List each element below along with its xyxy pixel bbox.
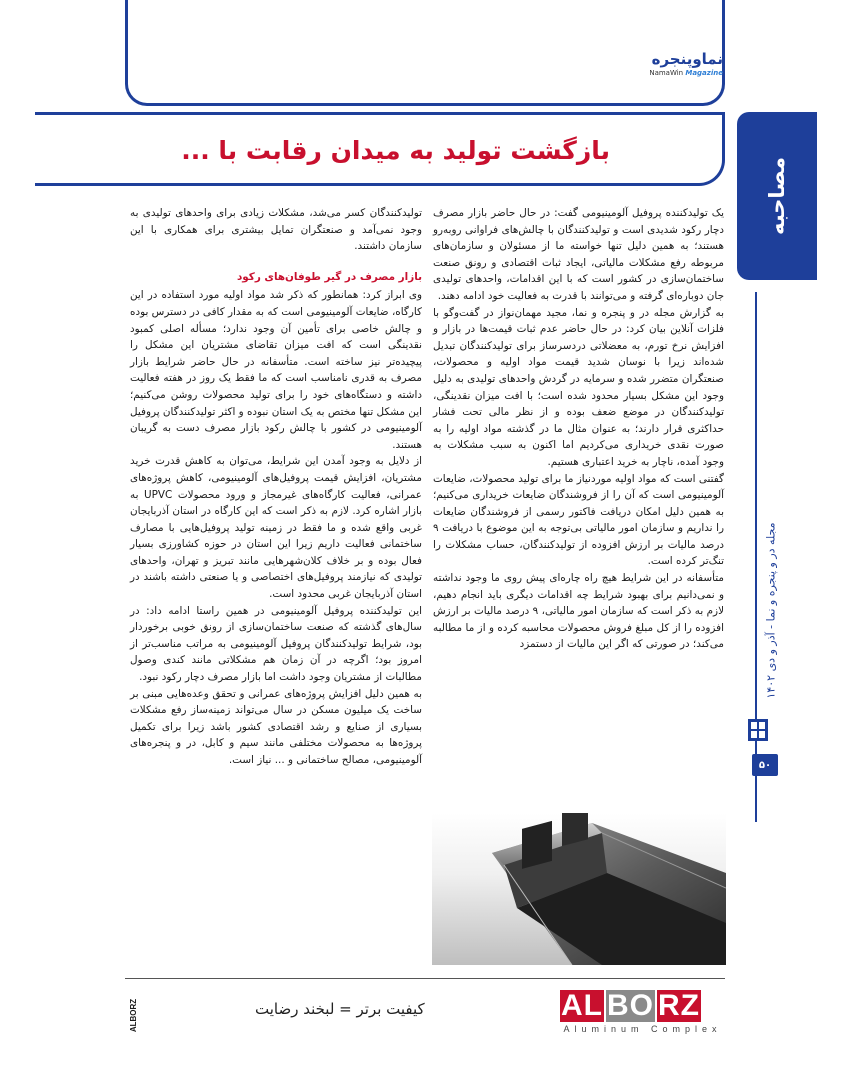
section-label: مصاحبه xyxy=(765,156,789,236)
section-tab-label xyxy=(737,112,817,280)
article-title: بازگشت تولید به میدان رقابت با ... xyxy=(181,136,610,165)
paragraph: به همین دلیل افزایش پروژه‌های عمرانی و تحقق وعده‌هایی مبنی بر ساخت یک میلیون مسکن در سال می‌تواند زمینه‌ساز رفع مشکلات بسیاری از صنایع و رشد اقتصادی کشور باشد زیرا برای تکمیل پروژه‌ها به محصولات مختلفی مانند سیم و کابل، در و پنجره‌های آلومینیومی، مصالح ساختمانی و ... نیاز است. xyxy=(130,687,422,766)
footer-rule xyxy=(125,978,725,979)
window-icon xyxy=(746,716,770,744)
paragraph: به گزارش مجله در و پنجره و نما، مجید مهمان‌نواز در گفت‌وگو با فلزات آنلاین بیان کرد: در حال حاضر عدم ثبات قیمت‌ها در بازار و افزایش نرخ تورم، به معضلاتی دردسرساز برای تولیدکنندگان تبدیل شده‌اند زیرا با نوسان شدید قیمت مواد اولیه و محصولات، صنعتگران متضرر شده و سرمایه در گردش واحدهای تولیدی به دلیل وجود این مشکل بسیار محدود شده است؛ با افت میزان نقدینگی، تولیدکنندگان در موضع ضعف بوده و از نظر مالی تحت فشار حداکثری قرار دارند؛ به عنوان مثال ما در گذشته مواد اولیه را به صورت نقدی خریداری می‌کردیم اما اکنون به سبب مشکلات به وجود آمده، ناچار به خرید اعتباری هستیم. xyxy=(433,306,724,468)
issue-line xyxy=(764,470,778,750)
logo-en-brand: NamaWin xyxy=(649,69,684,77)
alborz-logo-part: BO xyxy=(607,989,654,1022)
paragraph: تولیدکنندگان کسر می‌شد، مشکلات زیادی برای واحدهای تولیدی به وجود نمی‌آمد و صنعتگران تمایل بیشتری برای همکاری با این سازمان داشتند. xyxy=(130,207,422,253)
alborz-logo xyxy=(560,990,725,1040)
article-column-left xyxy=(130,205,422,769)
aluminum-profile-photo xyxy=(432,813,726,965)
magazine-logo-en xyxy=(633,68,723,78)
article-column-right xyxy=(433,205,724,653)
alborz-subtitle: Aluminum Complex xyxy=(563,1024,722,1034)
subheading: بازار مصرف در گیر طوفان‌های رکود xyxy=(236,270,422,283)
footer-slogan: کیفیت برتر = لبخند رضایت xyxy=(255,1000,425,1018)
paragraph: یک تولیدکننده پروفیل آلومینیومی گفت: در حال حاضر بازار مصرف دچار رکود شدیدی است و تولیدکنندگان با چالش‌های فراوانی روبه‌رو هستند؛ به همین دلیل تنها خواسته ما از مسئولان و سازمان‌های مربوطه رفع مشکلات مالیاتی، ایجاد ثبات اقتصادی و رونق صنعت ساختمان‌سازی در کشور است که با این اقدامات، واحدهای تولیدی جان دوباره‌ای گرفته و می‌توانند با قدرت به فعالیت خود ادامه دهند. xyxy=(433,207,724,302)
logo-en-magazine: Magazine xyxy=(685,69,723,77)
small-alborz-logo xyxy=(128,990,140,1040)
paragraph: این تولیدکننده پروفیل آلومینیومی در همین راستا ادامه داد: در سال‌های گذشته که صنعت ساختمان‌سازی از رونق خوبی برخوردار بود، شرایط تولیدکنندگان پروفیل آلومینیومی به مراتب مناسب‌تر از امروز بود؛ اگرچه در آن زمان هم مشکلاتی مانند کندی وصول مطالبات از مشتریان وجود داشت اما بازار مصرف دچار رکود نبود. xyxy=(130,604,422,684)
paragraph: وی ابراز کرد: همانطور که ذکر شد مواد اولیه مورد استفاده در این کارگاه، ضایعات آلومینیومی است که به مقدار کافی در دسترس بوده و چالش خاصی برای تأمین آن وجود ندارد؛ مسأله اصلی کمبود نقدینگی است که افت میزان تقاضای مشتریان این مشکل را پیچیده‌تر نیز ساخته است. متأسفانه در حال حاضر شرایط بازار مصرف به قدری نامناسب است که ما فقط یک روز در هفته فعالیت داشته و دستگاه‌های خود را برای تولید محصولات روشن می‌کنیم؛ این مشکل تنها مختص به یک استان نبوده و اکثر تولیدکنندگان پروفیل آلومینیومی در کشور با چالش رکود بازار مصرف دست به گریبان هستند. xyxy=(130,289,422,451)
small-logo-text: ALBORZ xyxy=(129,998,139,1032)
magazine-logo xyxy=(633,50,723,86)
paragraph: از دلایل به وجود آمدن این شرایط، می‌توان به کاهش قدرت خرید مشتریان، افزایش قیمت پروفیل‌های آلومینیومی، کاهش پروژه‌های عمرانی، فعالیت کارگاه‌های غیرمجاز و ورود محصولات UPVC به بازار اشاره کرد. لازم به ذکر است که این کارگاه در استان آذربایجان غربی واقع شده و ما فقط در زمینه تولید پروفیل‌هایی با مصارف ساختمانی فعالیت داریم زیرا این استان در حوزه کشاورزی بسیار فعال بوده و بر خلاف کلان‌شهرهایی مانند تبریز و تهران، واحدهای تولیدی که نیازمند پروفیل‌های اختصاصی و یا صنعتی داشته باشند در استان آذربایجان غربی محدود است. xyxy=(130,455,422,601)
alborz-logo-part: AL xyxy=(561,989,603,1022)
issue-text: مجله در و پنجره و نما - آذر و دی ۱۴۰۲ xyxy=(764,521,778,699)
paragraph: گفتنی است که مواد اولیه موردنیاز ما برای تولید محصولات، ضایعات آلومینیومی است که آن را از فروشندگان ضایعات خریداری می‌کنیم؛ به همین دلیل امکان دریافت فاکتور رسمی از فروشندگان ضایعات را نداریم و سازمان امور مالیاتی بی‌توجه به این موضوع با دریافت ۹ درصد مالیات بر ارزش افزوده از تولیدکنندگان، حساب مشکلات را تنگ‌تر کرده است. xyxy=(433,472,724,568)
page-number: ۵۰ xyxy=(752,754,778,776)
magazine-logo-fa: نماوپنجره xyxy=(651,50,723,68)
paragraph: متأسفانه در این شرایط هیچ راه چاره‌ای پیش روی ما وجود نداشته و نمی‌دانیم برای بهبود شرایط چه اقدامات دیگری باید انجام دهیم، لازم به ذکر است که سازمان امور مالیاتی، ۹ درصد مالیات بر ارزش افزوده را از کل مبلغ فروش محصولات محاسبه کرده و از ما مطالبه می‌کند؛ در صورتی که اگر این مالیات از دستمزد xyxy=(433,572,724,651)
alborz-logo-part: RZ xyxy=(658,989,700,1022)
